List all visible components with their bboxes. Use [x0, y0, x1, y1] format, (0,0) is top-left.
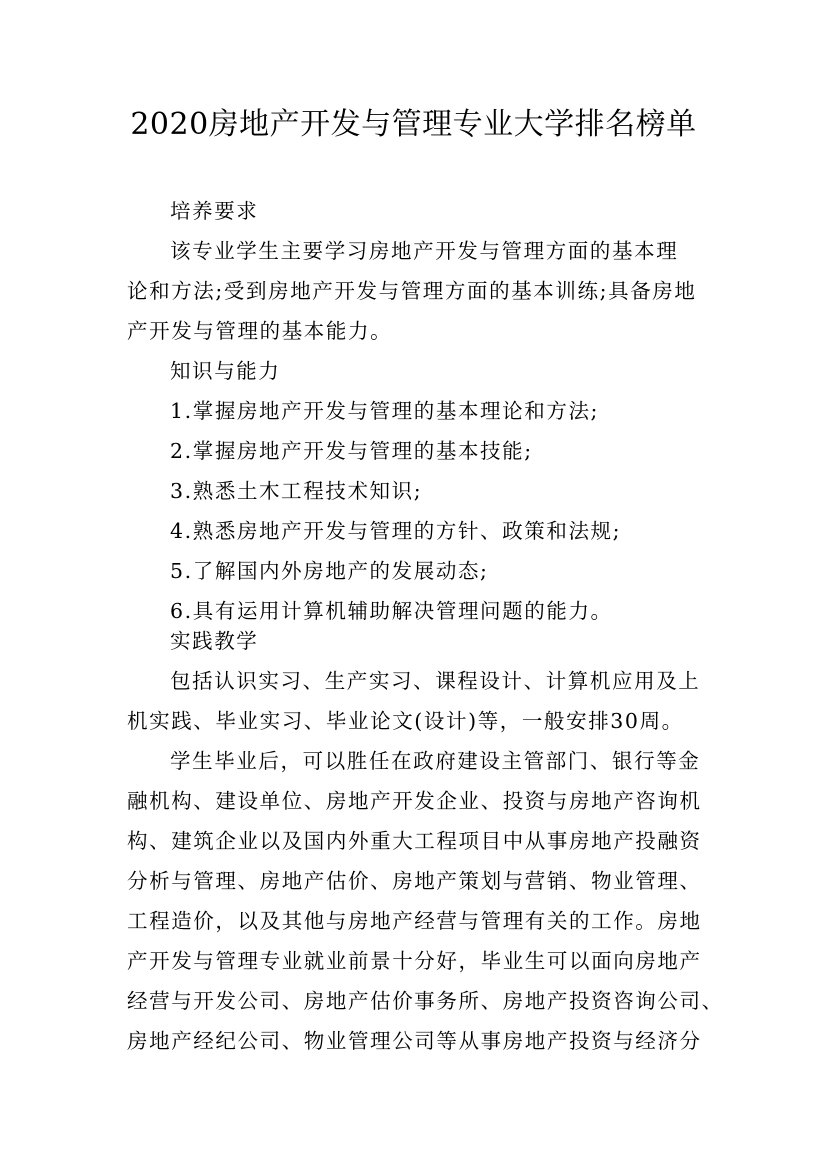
paragraph-line: 包括认识实习、生产实习、课程设计、计算机应用及上 — [170, 669, 701, 693]
paragraph-line: 构、建筑企业以及国内外重大工程项目中从事房地产投融资 — [127, 829, 702, 853]
list-item: 4.熟悉房地产开发与管理的方针、政策和法规; — [170, 519, 622, 543]
paragraph-line: 该专业学生主要学习房地产开发与管理方面的基本理 — [170, 239, 679, 263]
paragraph-line: 融机构、建设单位、房地产开发企业、投资与房地产咨询机 — [127, 789, 702, 813]
list-item: 1.掌握房地产开发与管理的基本理论和方法; — [170, 399, 600, 423]
list-item: 2.掌握房地产开发与管理的基本技能; — [170, 439, 533, 463]
list-item: 5.了解国内外房地产的发展动态; — [170, 559, 489, 583]
document-title: 2020房地产开发与管理专业大学排名榜单 — [130, 107, 697, 142]
paragraph-line: 机实践、毕业实习、毕业论文(设计)等，一般安排30周。 — [127, 709, 684, 733]
heading-training-requirements: 培养要求 — [170, 199, 259, 223]
heading-practical-teaching: 实践教学 — [170, 629, 259, 653]
list-item: 6.具有运用计算机辅助解决管理问题的能力。 — [170, 599, 613, 623]
paragraph-line: 房地产经纪公司、物业管理公司等从事房地产投资与经济分 — [127, 1029, 702, 1053]
list-item: 3.熟悉土木工程技术知识; — [170, 479, 423, 503]
paragraph-line: 学生毕业后，可以胜任在政府建设主管部门、银行等金 — [170, 749, 701, 773]
paragraph-line: 论和方法;受到房地产开发与管理方面的基本训练;具备房地 — [127, 279, 697, 303]
paragraph-line: 产开发与管理的基本能力。 — [127, 319, 393, 343]
paragraph-line: 工程造价，以及其他与房地产经营与管理有关的工作。房地 — [127, 909, 702, 933]
paragraph-line: 产开发与管理专业就业前景十分好，毕业生可以面向房地产 — [127, 949, 702, 973]
paragraph-line: 经营与开发公司、房地产估价事务所、房地产投资咨询公司、 — [127, 989, 724, 1013]
heading-knowledge-ability: 知识与能力 — [170, 359, 281, 383]
paragraph-line: 分析与管理、房地产估价、房地产策划与营销、物业管理、 — [127, 869, 702, 893]
